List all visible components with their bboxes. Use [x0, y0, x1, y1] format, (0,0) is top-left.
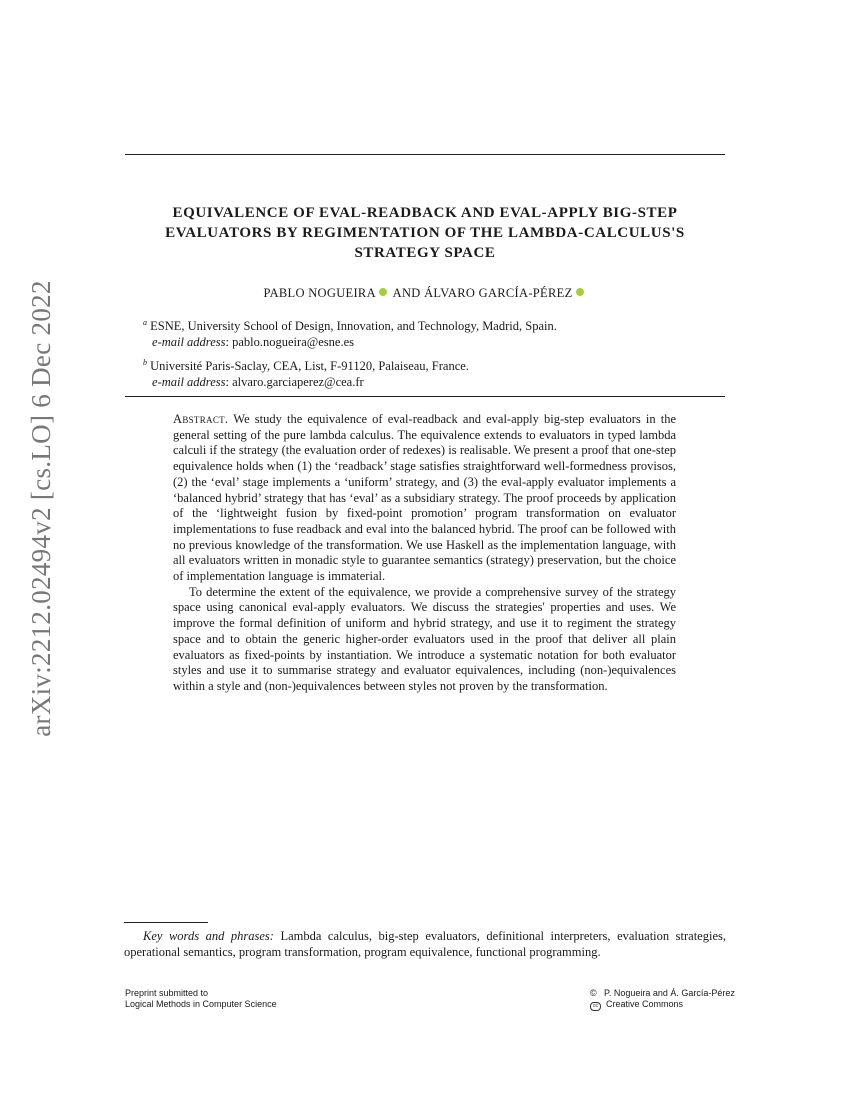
- arxiv-stamp-text: arXiv:2212.02494v2 [cs.LO] 6 Dec 2022: [25, 279, 56, 737]
- title-line: EQUIVALENCE OF EVAL-READBACK AND EVAL-APPLY BIG-STEP: [172, 205, 678, 221]
- keywords-text: Lambda calculus, big-step evaluators, definitional interpreters, evaluation strategies, operational semantics, program transformation, program equivalence, functional programming.: [124, 929, 726, 959]
- email-label: e-mail address: [152, 335, 226, 350]
- orcid-icon[interactable]: [576, 288, 584, 296]
- abstract-text: We study the equivalence of eval-readback and eval-apply big-step evaluators in the general setting of the pure lambda calculus. The equivalence extends to evaluators in typed lambda calculi if the strategy (the evaluation order of redexes) is realisable. We present a proof that one-step equivalence holds when (1) the ‘readback’ stage satisfies straightforward well-formedness provisos, (2) the ‘eval’ stage implements a ‘uniform’ strategy, and (3) the eval-apply evaluator implements a ‘balanced hybrid’ strategy that has ‘eval’ as a subsidiary strategy. The proof proceeds by application of the ‘lightweight fusion by fixed-point promotion’ program transformation on evaluator implementations to fuse readback and eval into the balanced hybrid. The proof can be followed with no previous knowledge of the transformation. We use Haskell as the implementation language, with all evaluators written in monadic style to guarantee semantics (strategy) preservation, but the choice of implementation language is immaterial.: [173, 412, 676, 584]
- footer-line: Logical Methods in Computer Science: [125, 999, 277, 1009]
- affiliation: $^a$ ESNE, University School of Design, Innovation, and Technology, Madrid, Spain. e-mail address: pablo.nogueira@esne.es: [143, 318, 557, 350]
- abstract-heading: Abstract.: [173, 412, 229, 426]
- abstract-paragraph: [173, 412, 676, 585]
- authors: [125, 286, 725, 301]
- header-rule: [125, 154, 725, 155]
- affiliation-institution: Université Paris-Saclay, CEA, List, F-91120, Palaiseau, France.: [150, 359, 469, 374]
- orcid-icon[interactable]: [379, 288, 387, 296]
- author-conjunction: AND: [392, 286, 421, 300]
- footer-line: Preprint submitted to: [125, 988, 209, 998]
- title-line: STRATEGY SPACE: [354, 245, 496, 261]
- author-name: PABLO NOGUEIRA: [263, 286, 376, 300]
- affiliation-marker: b: [143, 358, 147, 367]
- keywords-label: Key words and phrases:: [143, 929, 274, 943]
- email-address[interactable]: pablo.nogueira@esne.es: [232, 335, 354, 350]
- copyright-icon: ©: [590, 988, 597, 998]
- footnote-rule: [124, 922, 208, 923]
- affiliation-marker: a: [143, 318, 147, 327]
- email-address[interactable]: alvaro.garciaperez@cea.fr: [232, 375, 364, 390]
- abstract: [173, 412, 676, 695]
- title-line: EVALUATORS BY REGIMENTATION OF THE LAMBDA-CALCULUS'S: [165, 225, 685, 241]
- keywords: [124, 928, 726, 960]
- abstract-paragraph: To determine the extent of the equivalence, we provide a comprehensive survey of the strategy space using canonical eval-apply evaluators. We discuss the strategies' properties and uses. We improve the formal definition of uniform and hybrid strategy, and use it to regiment the strategy space and to obtain the generic higher-order evaluators used in the proof that deliver all plain evaluators as fixed-points by instantiation. We introduce a systematic notation for both evaluator styles and use it to summarise strategy and evaluator equivalences, including (non-)equivalences within a style and (non-)equivalences between styles not proven by the transformation.: [173, 584, 676, 693]
- affiliation: $^b$ Université Paris-Saclay, CEA, List, F-91120, Palaiseau, France. e-mail address: alvaro.garciaperez@cea.fr: [143, 358, 469, 390]
- license-text: Creative Commons: [606, 999, 684, 1009]
- footer-license: [590, 988, 735, 1011]
- footer-journal: [125, 988, 277, 1010]
- paper-title: [125, 203, 725, 263]
- abstract-rule: [125, 396, 725, 397]
- affiliation-institution: ESNE, University School of Design, Innovation, and Technology, Madrid, Spain.: [150, 319, 557, 334]
- creative-commons-icon: cc: [590, 1002, 601, 1011]
- arxiv-stamp: [23, 268, 59, 748]
- email-label: e-mail address: [152, 375, 226, 390]
- author-name: ÁLVARO GARCÍA-PÉREZ: [424, 286, 573, 300]
- copyright-holders: P. Nogueira and Á. García-Pérez: [604, 988, 735, 998]
